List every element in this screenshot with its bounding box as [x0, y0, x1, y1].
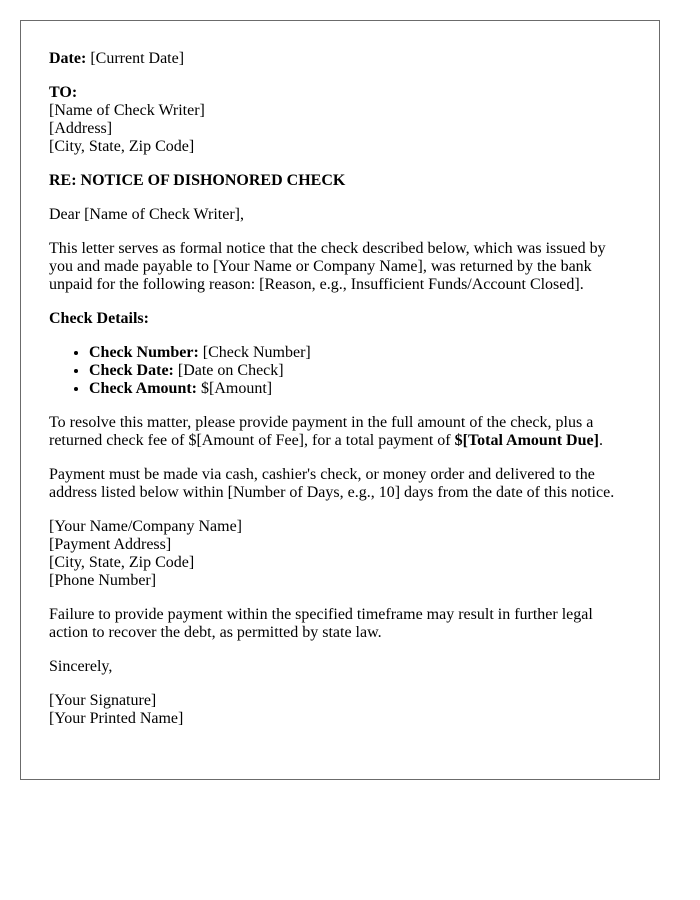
recipient-city-state-zip: [City, State, Zip Code] [49, 138, 195, 155]
salutation-text: Dear [Name of Check Writer], [49, 206, 244, 223]
printed-name: [Your Printed Name] [49, 710, 184, 727]
list-item [89, 362, 631, 380]
closing-text: Sincerely, [49, 658, 113, 675]
intro-paragraph [49, 240, 631, 294]
check-amount-label: Check Amount: [89, 380, 198, 397]
recipient-address: [Address] [49, 120, 113, 137]
check-amount-value: $[Amount] [197, 380, 273, 397]
recipient-address-block [49, 84, 631, 156]
check-details-heading-text: Check Details: [49, 310, 149, 327]
date-line [49, 50, 631, 68]
letter-document [20, 20, 660, 780]
date-value: [Current Date] [86, 50, 185, 67]
intro-text: This letter serves as formal notice that the check described below, which was issued by you and made payable to [Your Name or Company Name], was returned by the bank unpaid for the following reason: [Reason, e.g., Insufficient Funds/Account Closed]. [49, 240, 606, 293]
resolve-text: To resolve this matter, please provide payment in the full amount of the check, plus a returned check fee of $[Amount of Fee], for a total payment of [49, 414, 594, 449]
warning-paragraph [49, 606, 631, 642]
total-amount-due: $[Total Amount Due] [454, 432, 599, 449]
signature-block [49, 692, 631, 728]
check-number-label: Check Number: [89, 344, 199, 361]
recipient-name: [Name of Check Writer] [49, 102, 205, 119]
check-date-label: Check Date: [89, 362, 174, 379]
payee-address: [Payment Address] [49, 536, 172, 553]
payee-name: [Your Name/Company Name] [49, 518, 243, 535]
list-item [89, 344, 631, 362]
check-details-list [49, 344, 631, 398]
date-label: Date: [49, 50, 87, 67]
check-number-value: [Check Number] [198, 344, 311, 361]
resolve-end: . [598, 432, 603, 449]
salutation [49, 206, 631, 224]
check-date-value: [Date on Check] [173, 362, 284, 379]
payment-method-text: Payment must be made via cash, cashier's check, or money order and delivered to the address listed below within [Number of Days, e.g., 10] days from the date of this notice. [49, 466, 615, 501]
check-details-heading [49, 310, 631, 328]
payment-method-paragraph [49, 466, 631, 502]
payee-phone: [Phone Number] [49, 572, 157, 589]
subject-text: RE: NOTICE OF DISHONORED CHECK [49, 172, 346, 189]
warning-text: Failure to provide payment within the specified timeframe may result in further legal action to recover the debt, as permitted by state law. [49, 606, 593, 641]
payee-city-state-zip: [City, State, Zip Code] [49, 554, 195, 571]
list-item [89, 380, 631, 398]
resolve-paragraph [49, 414, 631, 450]
subject-line [49, 172, 631, 190]
payee-address-block [49, 518, 631, 590]
to-label: TO: [49, 84, 78, 101]
signature-line: [Your Signature] [49, 692, 157, 709]
closing [49, 658, 631, 676]
